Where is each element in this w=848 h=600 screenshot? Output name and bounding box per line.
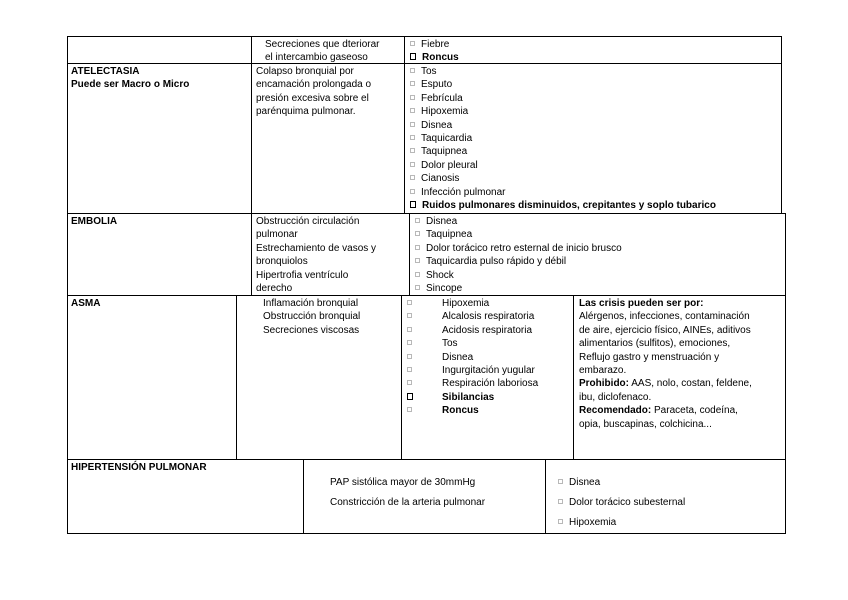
note-line: Prohibido: AAS, nolo, costan, feldene, — [579, 378, 752, 390]
cause-line: parénquima pulmonar. — [256, 106, 356, 118]
symptom-item: Roncus — [410, 51, 459, 64]
symptom-item: Sibilancias — [407, 391, 538, 404]
symptom-item: Ruidos pulmonares disminuidos, crepitantes y soplo tubarico — [410, 199, 716, 212]
note-line: Reflujo gastro y menstruación y — [579, 351, 720, 363]
rule — [251, 213, 252, 295]
checkbox-icon — [410, 189, 415, 194]
symptom-item: Taquipnea — [415, 228, 622, 241]
asma-symptoms — [407, 297, 538, 418]
symptom-item: Disnea — [407, 351, 538, 364]
cause-line: Obstrucción circulación — [256, 216, 360, 227]
symptom-item: Cianosis — [410, 172, 716, 185]
rule — [67, 36, 781, 37]
checkbox-icon — [407, 313, 412, 318]
checkbox-icon — [407, 393, 413, 400]
symptom-item: Disnea — [558, 473, 685, 493]
symptom-item: Shock — [415, 269, 622, 282]
embolia-symptoms — [415, 215, 622, 295]
symptom-item: Taquipnea — [410, 145, 716, 158]
symptom-item: Hipoxemia — [410, 105, 716, 118]
checkbox-icon — [410, 81, 415, 86]
checkbox-icon — [407, 367, 412, 372]
symptom-item: Fiebre — [410, 38, 459, 51]
checkbox-icon — [410, 108, 415, 113]
rule — [785, 459, 786, 534]
checkbox-icon — [410, 68, 415, 73]
cause-line: PAP sistólica mayor de 30mmHg — [330, 477, 476, 488]
condition-title-hipertension: HIPERTENSIÓN PULMONAR — [71, 462, 207, 473]
symptom-item: Roncus — [407, 404, 538, 417]
note-line: embarazo. — [579, 365, 627, 377]
checkbox-icon — [415, 258, 420, 263]
symptom-item: Hipoxemia — [407, 297, 538, 310]
checkbox-icon — [407, 327, 412, 332]
checkbox-icon — [410, 148, 415, 153]
rule — [401, 295, 402, 459]
cause-line: Secreciones viscosas — [263, 324, 360, 336]
checkbox-icon — [407, 380, 412, 385]
symptom-item: Hipoxemia — [558, 513, 685, 533]
rule — [67, 533, 785, 534]
rule — [573, 295, 574, 459]
symptom-item: Taquicardia pulso rápido y débil — [415, 255, 622, 268]
cause-line: Estrechamiento de vasos y — [256, 242, 377, 254]
note-line: ibu, diclofenaco. — [579, 391, 652, 403]
atelectasia-symptoms — [410, 65, 716, 212]
checkbox-icon — [407, 354, 412, 359]
crisis-heading: Las crisis pueden ser por: — [579, 298, 704, 309]
rule — [781, 36, 782, 213]
symptom-item: Alcalosis respiratoria — [407, 310, 538, 323]
condition-title-asma: ASMA — [71, 298, 101, 309]
checkbox-icon — [410, 95, 415, 100]
hipertension-symptoms — [558, 473, 685, 533]
checkbox-icon — [410, 135, 415, 140]
cause-line: Constricción de la arteria pulmonar — [330, 497, 486, 508]
checkbox-icon — [410, 175, 415, 180]
checkbox-icon — [410, 53, 416, 60]
symptom-item: Dolor torácico retro esternal de inicio brusco — [415, 242, 622, 255]
symptom-item: Sincope — [415, 282, 622, 295]
embolia-causes — [256, 215, 376, 295]
note-line: Alérgenos, infecciones, contaminación — [579, 311, 750, 323]
note-line: opia, buscapinas, colchicina... — [579, 418, 712, 430]
checkbox-icon — [415, 272, 420, 277]
rule — [251, 36, 252, 213]
asma-notes — [579, 297, 752, 431]
rule — [785, 213, 786, 295]
checkbox-icon — [407, 300, 412, 305]
symptom-item: Respiración laboriosa — [407, 377, 538, 390]
checkbox-icon — [410, 41, 415, 46]
symptom-item: Acidosis respiratoria — [407, 324, 538, 337]
rule — [236, 295, 237, 459]
cause-line: Hipertrofia ventrículo — [256, 269, 349, 281]
symptom-item: Tos — [410, 65, 716, 78]
rule — [303, 459, 304, 534]
note-line: alimentarios (sulfitos), emociones, — [579, 338, 731, 350]
row0-symptoms — [410, 38, 459, 65]
note-line: Recomendado: Paraceta, codeína, — [579, 405, 738, 417]
symptom-item: Disnea — [415, 215, 622, 228]
rule — [545, 459, 546, 534]
condition-title-atelectasia: ATELECTASIA Puede ser Macro o Micro — [71, 66, 190, 91]
rule — [409, 213, 410, 295]
rule — [67, 213, 785, 214]
rule — [67, 36, 68, 534]
symptom-item: Ingurgitación yugular — [407, 364, 538, 377]
checkbox-icon — [407, 407, 412, 412]
checkbox-icon — [415, 285, 420, 290]
checkbox-icon — [410, 122, 415, 127]
cause-line: derecho — [256, 283, 293, 295]
symptom-item: Taquicardia — [410, 132, 716, 145]
rule — [67, 459, 785, 460]
hipertension-causes — [330, 473, 485, 513]
checkbox-icon — [415, 245, 420, 250]
note-line: de aire, ejercicio físico, AINEs, aditivos — [579, 324, 751, 336]
checkbox-icon — [410, 201, 416, 208]
condition-title-embolia: EMBOLIA — [71, 216, 118, 227]
cause-line: Colapso bronquial por — [256, 66, 354, 77]
rule — [785, 295, 786, 459]
symptom-item: Febrícula — [410, 92, 716, 105]
cause-line: bronquiolos — [256, 256, 308, 268]
cause-line: presión excesiva sobre el — [256, 92, 369, 104]
symptom-item: Esputo — [410, 78, 716, 91]
symptom-item: Infección pulmonar — [410, 186, 716, 199]
checkbox-icon — [410, 162, 415, 167]
rule — [404, 36, 405, 213]
row0-causes — [265, 38, 380, 65]
asma-causes — [263, 297, 360, 337]
cause-line: encamación prolongada o — [256, 79, 372, 91]
cause-line: pulmonar — [256, 229, 298, 241]
cause-line: Inflamación bronquial — [263, 298, 359, 309]
cause-line: el intercambio gaseoso — [265, 52, 368, 64]
atelectasia-causes — [256, 65, 371, 119]
symptom-item: Dolor pleural — [410, 159, 716, 172]
checkbox-icon — [415, 218, 420, 223]
checkbox-icon — [558, 479, 563, 484]
symptom-item: Tos — [407, 337, 538, 350]
checkbox-icon — [558, 519, 563, 524]
symptom-item: Dolor torácico subesternal — [558, 493, 685, 513]
cause-line: Secreciones que dteriorar — [265, 39, 380, 50]
cause-line: Obstrucción bronquial — [263, 311, 361, 323]
symptom-item: Disnea — [410, 119, 716, 132]
checkbox-icon — [558, 499, 563, 504]
checkbox-icon — [407, 340, 412, 345]
checkbox-icon — [415, 231, 420, 236]
